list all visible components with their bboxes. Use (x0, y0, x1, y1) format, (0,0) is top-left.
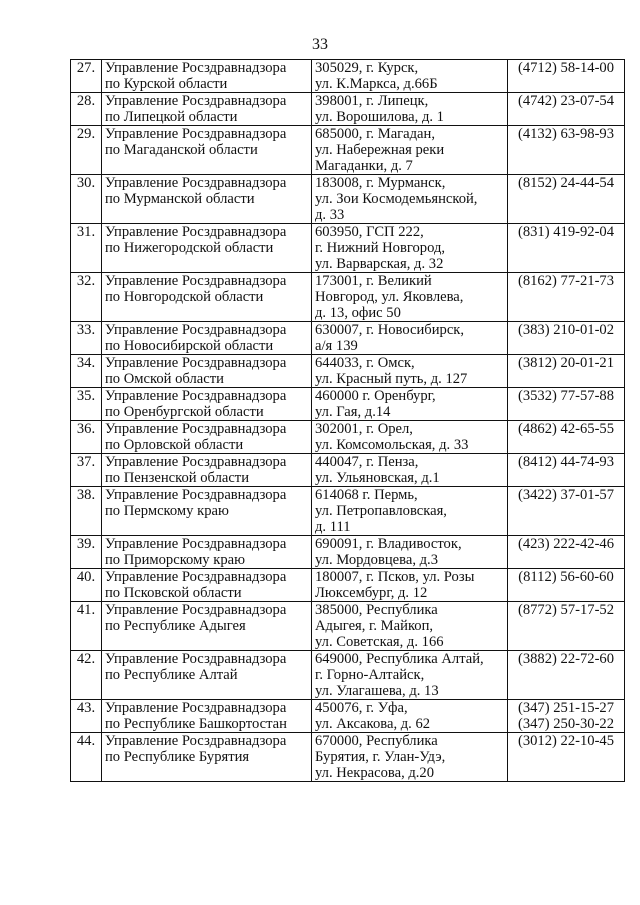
agency-name: Управление Росздравнадзора по Пензенской области (102, 454, 312, 487)
agency-address: 302001, г. Орел, ул. Комсомольская, д. 33 (312, 421, 508, 454)
agency-address: 685000, г. Магадан, ул. Набережная реки Магаданки, д. 7 (312, 126, 508, 175)
agency-address: 460000 г. Оренбург, ул. Гая, д.14 (312, 388, 508, 421)
agency-address: 305029, г. Курск, ул. К.Маркса, д.66Б (312, 60, 508, 93)
agency-address: 630007, г. Новосибирск, а/я 139 (312, 322, 508, 355)
agency-name: Управление Росздравнадзора по Мурманской области (102, 175, 312, 224)
agency-name: Управление Росздравнадзора по Магаданской области (102, 126, 312, 175)
row-number: 42. (71, 651, 102, 700)
row-number: 35. (71, 388, 102, 421)
agency-name: Управление Росздравнадзора по Нижегородской области (102, 224, 312, 273)
agency-address: 183008, г. Мурманск, ул. Зои Космодемьянской, д. 33 (312, 175, 508, 224)
agency-phone: (3532) 77-57-88 (508, 388, 625, 421)
table-row (71, 651, 625, 700)
row-number: 34. (71, 355, 102, 388)
page-number: 33 (312, 36, 328, 53)
table-row (71, 273, 625, 322)
table-row (71, 126, 625, 175)
agency-name: Управление Росздравнадзора по Орловской области (102, 421, 312, 454)
table-row (71, 322, 625, 355)
agency-contacts-table (70, 59, 625, 782)
agency-phone: (4862) 42-65-55 (508, 421, 625, 454)
agency-address: 644033, г. Омск, ул. Красный путь, д. 127 (312, 355, 508, 388)
table-row (71, 733, 625, 782)
agency-name: Управление Росздравнадзора по Липецкой области (102, 93, 312, 126)
agency-address: 670000, Республика Бурятия, г. Улан-Удэ, ул. Некрасова, д.20 (312, 733, 508, 782)
agency-name: Управление Росздравнадзора по Оренбургской области (102, 388, 312, 421)
row-number: 39. (71, 536, 102, 569)
row-number: 38. (71, 487, 102, 536)
agency-name: Управление Росздравнадзора по Псковской области (102, 569, 312, 602)
agency-phone: (3422) 37-01-57 (508, 487, 625, 536)
agency-phone: (8772) 57-17-52 (508, 602, 625, 651)
agency-phone: (3812) 20-01-21 (508, 355, 625, 388)
table-row (71, 388, 625, 421)
agency-name: Управление Росздравнадзора по Республике Адыгея (102, 602, 312, 651)
row-number: 29. (71, 126, 102, 175)
table-body (71, 60, 625, 782)
agency-phone: (347) 251-15-27 (347) 250-30-22 (508, 700, 625, 733)
table-row (71, 421, 625, 454)
agency-phone: (8412) 44-74-93 (508, 454, 625, 487)
row-number: 37. (71, 454, 102, 487)
agency-name: Управление Росздравнадзора по Республике Алтай (102, 651, 312, 700)
agency-name: Управление Росздравнадзора по Курской области (102, 60, 312, 93)
agency-address: 614068 г. Пермь, ул. Петропавловская, д. 111 (312, 487, 508, 536)
agency-name: Управление Росздравнадзора по Новгородской области (102, 273, 312, 322)
agency-phone: (383) 210-01-02 (508, 322, 625, 355)
agency-name: Управление Росздравнадзора по Республике Бурятия (102, 733, 312, 782)
agency-phone: (4712) 58-14-00 (508, 60, 625, 93)
agency-address: 450076, г. Уфа, ул. Аксакова, д. 62 (312, 700, 508, 733)
agency-phone: (4132) 63-98-93 (508, 126, 625, 175)
agency-phone: (3882) 22-72-60 (508, 651, 625, 700)
agency-name: Управление Росздравнадзора по Приморскому краю (102, 536, 312, 569)
agency-phone: (8162) 77-21-73 (508, 273, 625, 322)
agency-phone: (831) 419-92-04 (508, 224, 625, 273)
agency-address: 690091, г. Владивосток, ул. Мордовцева, д.3 (312, 536, 508, 569)
agency-address: 603950, ГСП 222, г. Нижний Новгород, ул. Варварская, д. 32 (312, 224, 508, 273)
row-number: 31. (71, 224, 102, 273)
row-number: 36. (71, 421, 102, 454)
agency-phone: (8152) 24-44-54 (508, 175, 625, 224)
table-row (71, 93, 625, 126)
row-number: 32. (71, 273, 102, 322)
table-row (71, 454, 625, 487)
row-number: 41. (71, 602, 102, 651)
agency-address: 649000, Республика Алтай, г. Горно-Алтайск, ул. Улагашева, д. 13 (312, 651, 508, 700)
agency-address: 398001, г. Липецк, ул. Ворошилова, д. 1 (312, 93, 508, 126)
row-number: 30. (71, 175, 102, 224)
agency-name: Управление Росздравнадзора по Омской области (102, 355, 312, 388)
table-row (71, 175, 625, 224)
agency-phone: (423) 222-42-46 (508, 536, 625, 569)
row-number: 43. (71, 700, 102, 733)
table-row (71, 602, 625, 651)
agency-address: 385000, Республика Адыгея, г. Майкоп, ул. Советская, д. 166 (312, 602, 508, 651)
table-row (71, 536, 625, 569)
agency-phone: (4742) 23-07-54 (508, 93, 625, 126)
row-number: 44. (71, 733, 102, 782)
row-number: 27. (71, 60, 102, 93)
table-row (71, 700, 625, 733)
agency-address: 173001, г. Великий Новгород, ул. Яковлева, д. 13, офис 50 (312, 273, 508, 322)
table-row (71, 355, 625, 388)
agency-name: Управление Росздравнадзора по Новосибирской области (102, 322, 312, 355)
table-row (71, 569, 625, 602)
agency-address: 180007, г. Псков, ул. Розы Люксембург, д. 12 (312, 569, 508, 602)
agency-phone: (8112) 56-60-60 (508, 569, 625, 602)
table-row (71, 487, 625, 536)
agency-name: Управление Росздравнадзора по Республике Башкортостан (102, 700, 312, 733)
agency-name: Управление Росздравнадзора по Пермскому краю (102, 487, 312, 536)
row-number: 28. (71, 93, 102, 126)
row-number: 40. (71, 569, 102, 602)
agency-address: 440047, г. Пенза, ул. Ульяновская, д.1 (312, 454, 508, 487)
row-number: 33. (71, 322, 102, 355)
table-row (71, 60, 625, 93)
agency-phone: (3012) 22-10-45 (508, 733, 625, 782)
table-row (71, 224, 625, 273)
